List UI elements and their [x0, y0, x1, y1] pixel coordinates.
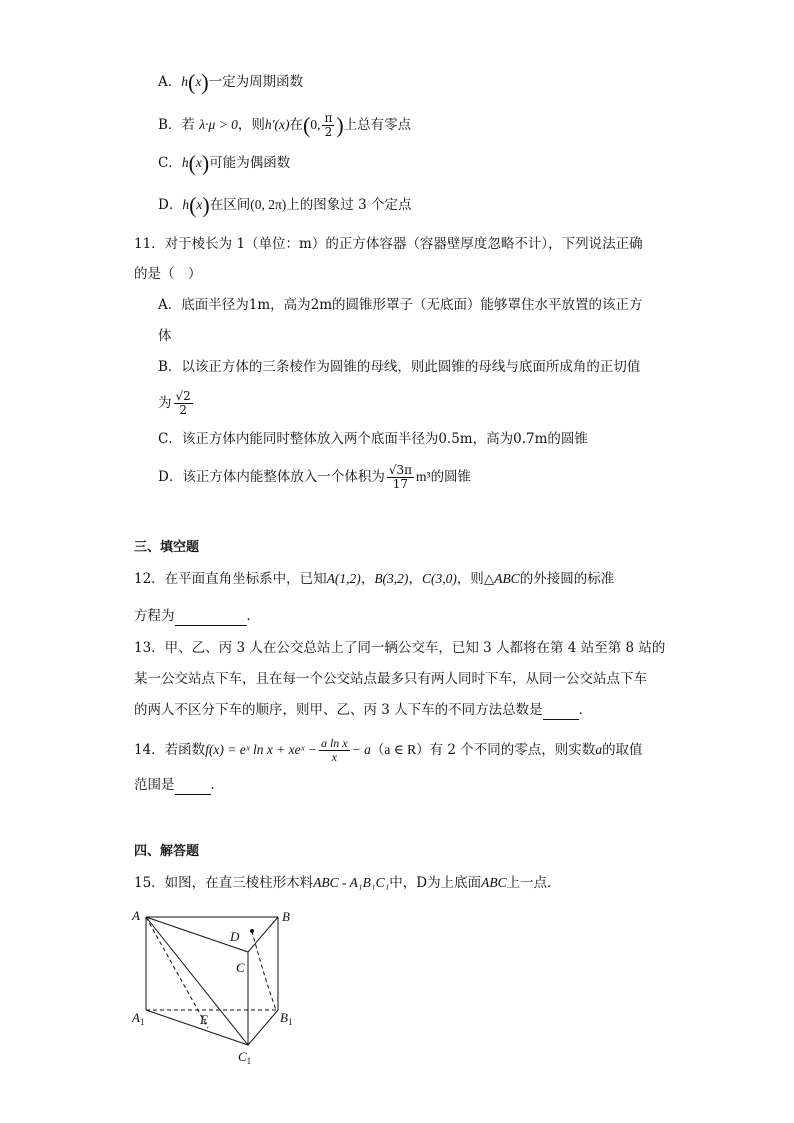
- q10-pi-half-fraction: $\frac{\pi}{2}$: [324, 111, 333, 139]
- q10-option-a: A．h(x)一定为周期函数: [158, 69, 304, 95]
- q11-option-c: C．该正方体内能同时整体放入两个底面半径为0.5m，高为0.7m的圆锥: [158, 431, 588, 447]
- q11-stem-line-2: 的是（ ）: [134, 266, 202, 282]
- q13-line-1: 13．甲、乙、丙 3 人在公交总站上了同一辆公交车，已知 3 人都将在第 4 站至第 8 站的: [134, 640, 666, 656]
- q11-sqrt2-half-fraction: $\frac{√2}{2}$: [175, 389, 191, 417]
- q13-answer-blank: [543, 705, 579, 720]
- q10-option-b: B．若 λ·μ > 0，则h′(x)在(0, $\frac{\pi}{2}$ )上总有零点: [158, 111, 412, 139]
- edge-a1c1: [146, 1010, 248, 1045]
- q14-fraction: $\frac{\text{a ln x}}{x}$: [320, 736, 348, 764]
- q11-option-a-line-1: A．底面半径为1m，高为2m的圆锥形罩子（无底面）能够罩住水平放置的该正方: [158, 297, 643, 313]
- q11-stem-line-1: 11．对于棱长为 1（单位：m）的正方体容器（容器壁厚度忽略不计），下列说法正确: [134, 236, 643, 252]
- label-c: C: [236, 960, 245, 975]
- q14-answer-blank: [175, 780, 211, 795]
- q12-line-2: 方程为 ．: [134, 608, 260, 624]
- section-solve-title: 四、解答题: [134, 844, 200, 859]
- label-b1: $B_1$: [280, 1010, 293, 1027]
- q11-option-d: D．该正方体内能整体放入一个体积为 $\frac{√3\pi}{17}$ m³的圆锥: [158, 463, 472, 491]
- q12-answer-blank: [175, 611, 247, 626]
- label-a: A: [132, 908, 140, 923]
- q10-option-d: D．h(x)在区间(0, 2π)上的图象过 3 个定点: [158, 192, 412, 218]
- q11-option-b-line-1: B．以该正方体的三条棱作为圆锥的母线，则此圆锥的母线与底面所成角的正切值: [158, 359, 641, 375]
- section-fill-in-title: 三、填空题: [134, 540, 200, 555]
- label-e: E: [200, 1012, 208, 1027]
- label-c1: $C_1$: [238, 1049, 252, 1066]
- q11-volume-fraction: $\frac{√3\pi}{17}$: [388, 463, 412, 491]
- label-d: D: [230, 929, 240, 944]
- point-d: [250, 929, 254, 933]
- q13-line-3: 的两人不区分下车的顺序，则甲、乙、丙 3 人下车的不同方法总数是 ．: [134, 702, 593, 718]
- prism-figure: [120, 900, 320, 1070]
- edge-b1c1: [248, 1010, 278, 1045]
- q15-line-1: 15．如图，在直三棱柱形木料ABC - A₁B₁C₁中，D为上底面ABC上一点．: [134, 875, 561, 891]
- label-a1: $A_1$: [132, 1010, 145, 1027]
- q11-option-a-line-2: 体: [158, 328, 172, 344]
- segment-ae-hidden: [146, 917, 208, 1028]
- q14-line-2: 范围是 ．: [134, 777, 224, 793]
- q11-option-b-line-2: 为 $\frac{√2}{2}$: [158, 389, 191, 417]
- q12-line-1: 12．在平面直角坐标系中，已知A(1,2)，B(3,2)，C(3,0)，则△ABC的外接圆的标准: [134, 571, 615, 587]
- label-b: B: [282, 909, 290, 924]
- q10-option-c: C．h(x)可能为偶函数: [158, 150, 291, 176]
- q13-line-2: 某一公交站点下车，且在每一个公交站点最多只有两人同时下车，从同一公交站点下车: [134, 671, 647, 687]
- q14-line-1: 14．若函数f(x) = eˣ ln x + xeˣ − $\frac{\text{a ln x}}{x}$ − a（a ∈ R）有 2 个不同的零点，则实数a的取值: [134, 736, 643, 764]
